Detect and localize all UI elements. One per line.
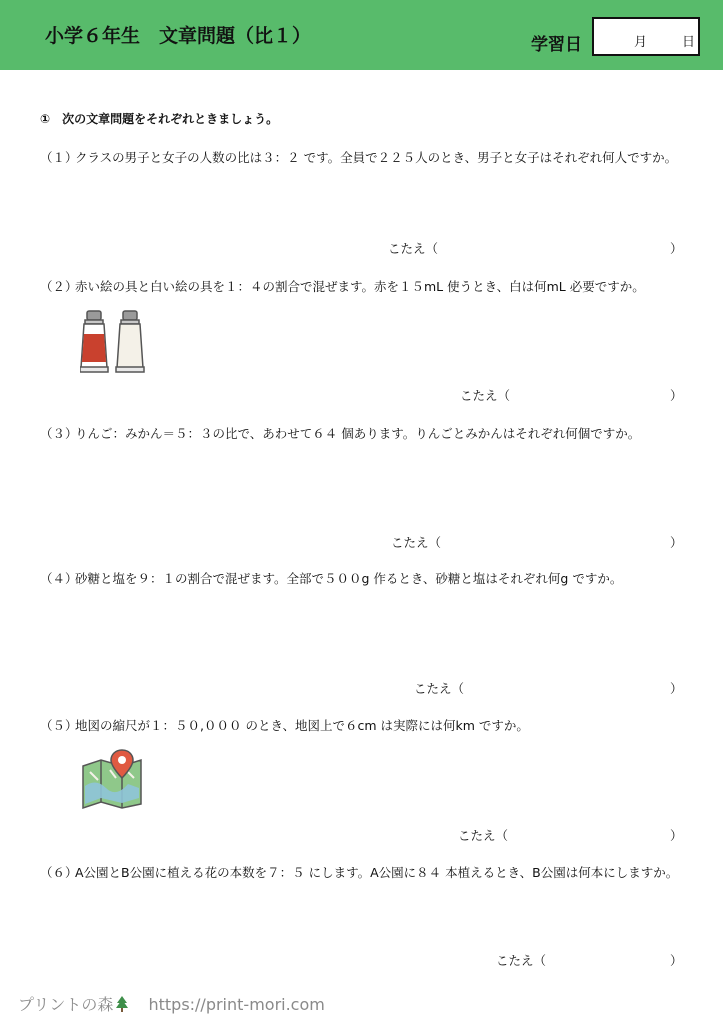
answer-field-4[interactable] bbox=[414, 679, 683, 697]
answer-label: こたえ（ bbox=[496, 953, 547, 968]
problem-number: （４） bbox=[40, 571, 78, 586]
problem-number: （５） bbox=[40, 718, 78, 733]
problem-number: （１） bbox=[40, 150, 78, 165]
problem-text: A公園とB公園に植える花の本数を７：５ にします。A公園に８４ 本植えるとき、B公園は何本にしますか。 bbox=[75, 865, 679, 880]
answer-field-2[interactable] bbox=[460, 386, 683, 404]
problem-4 bbox=[40, 569, 680, 588]
problem-1 bbox=[40, 148, 680, 167]
problem-number: （６） bbox=[40, 865, 78, 880]
answer-close: ） bbox=[670, 241, 683, 256]
answer-close: ） bbox=[670, 828, 683, 843]
paint-tubes-icon bbox=[80, 310, 150, 374]
answer-label: こたえ（ bbox=[460, 388, 511, 403]
answer-close: ） bbox=[670, 535, 683, 550]
problem-text: りんご：みかん＝５：３の比で、あわせて６４ 個あります。りんごとみかんはそれぞれ何個ですか。 bbox=[75, 426, 641, 441]
header-bar bbox=[0, 0, 723, 70]
tree-icon bbox=[115, 996, 129, 1016]
problem-text: クラスの男子と女子の人数の比は３：２ です。全員で２２５人のとき、男子と女子はそれぞれ何人ですか。 bbox=[75, 150, 678, 165]
study-date-label: 学習日 bbox=[531, 35, 582, 55]
answer-field-3[interactable] bbox=[391, 533, 683, 551]
answer-close: ） bbox=[670, 388, 683, 403]
problem-6 bbox=[40, 863, 680, 882]
answer-field-1[interactable] bbox=[388, 239, 683, 257]
day-label: 日 bbox=[682, 35, 696, 50]
problem-text: 地図の縮尺が１：５０,０００ のとき、地図上で６cm は実際には何km ですか。 bbox=[75, 718, 529, 733]
problem-text: 砂糖と塩を９：１の割合で混ぜます。全部で５００g 作るとき、砂糖と塩はそれぞれ何g ですか。 bbox=[75, 571, 623, 586]
answer-label: こたえ（ bbox=[458, 828, 509, 843]
problem-3 bbox=[40, 424, 680, 443]
answer-close: ） bbox=[670, 953, 683, 968]
study-date-box[interactable] bbox=[592, 17, 700, 56]
site-url[interactable]: https://print-mori.com bbox=[148, 995, 325, 1014]
problem-number: （２） bbox=[40, 279, 78, 294]
problem-text: 赤い絵の具と白い絵の具を１：４の割合で混ぜます。赤を１５mL 使うとき、白は何mL 必要ですか。 bbox=[75, 279, 645, 294]
answer-label: こたえ（ bbox=[391, 535, 442, 550]
answer-field-5[interactable] bbox=[458, 826, 683, 844]
answer-close: ） bbox=[670, 681, 683, 696]
site-name: プリントの森 bbox=[18, 995, 114, 1014]
map-pin-icon bbox=[80, 748, 144, 810]
month-label: 月 bbox=[634, 35, 648, 50]
problem-5 bbox=[40, 716, 680, 735]
answer-label: こたえ（ bbox=[388, 241, 439, 256]
answer-label: こたえ（ bbox=[414, 681, 465, 696]
answer-field-6[interactable] bbox=[496, 951, 683, 969]
problem-number: （３） bbox=[40, 426, 78, 441]
problem-2 bbox=[40, 277, 680, 296]
instruction: ① 次の文章問題をそれぞれときましょう。 bbox=[40, 112, 279, 126]
page-title: 小学６年生 文章問題（比１） bbox=[45, 25, 312, 47]
footer bbox=[18, 992, 325, 1016]
